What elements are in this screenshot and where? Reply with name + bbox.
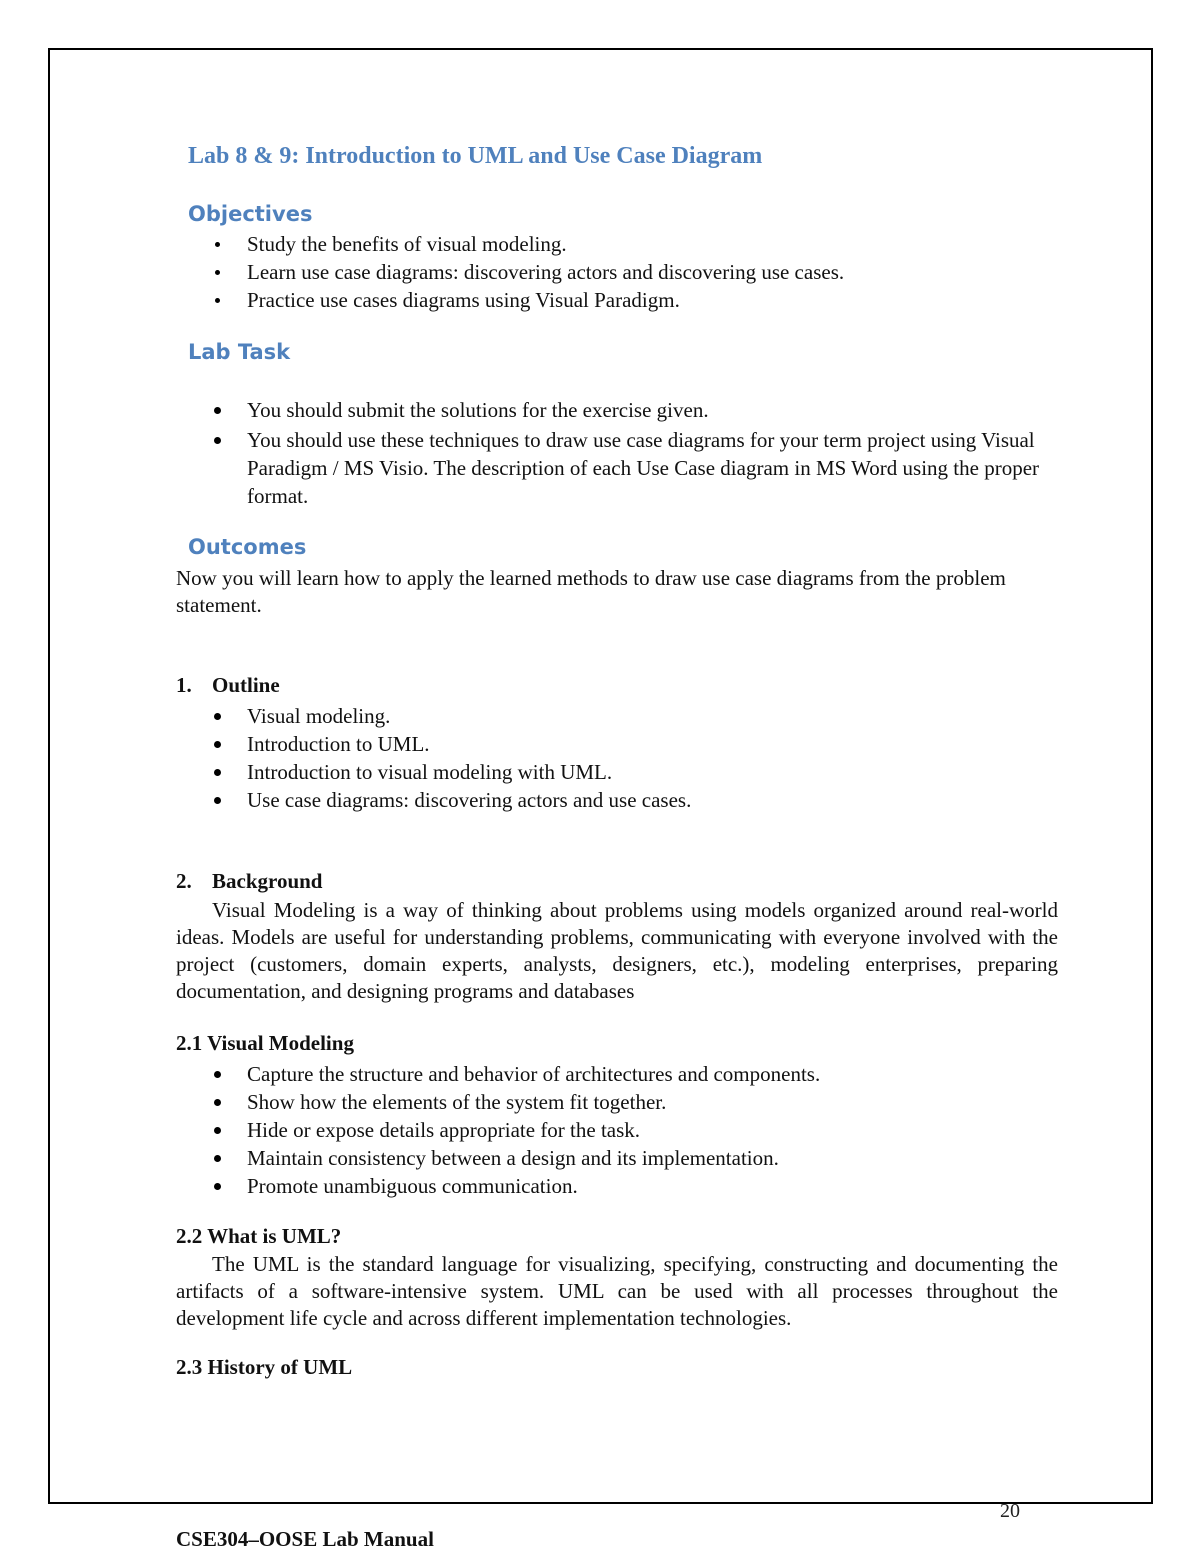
visual-modeling-list [176, 1060, 1058, 1200]
list-item: Visual modeling. [176, 702, 1058, 730]
list-item: Maintain consistency between a design and its implementation. [176, 1144, 1058, 1172]
list-item: Show how the elements of the system fit together. [176, 1088, 1058, 1116]
page-title: Lab 8 & 9: Introduction to UML and Use Case Diagram [188, 143, 763, 169]
footer-text: CSE304–OOSE Lab Manual [176, 1527, 434, 1551]
objectives-list [176, 230, 1058, 314]
lab-task-list [176, 396, 1058, 510]
page-number: 20 [1000, 1500, 1020, 1522]
background-text: Visual Modeling is a way of thinking about problems using models organized around real-world ideas. Models are useful for understanding problems, communicating with everyone involved with the project (customers, domain experts, analysts, designers, etc.), modeling enterprises, preparing documentation, and designing programs and databases [176, 898, 1058, 1003]
what-is-uml-text: The UML is the standard language for visualizing, specifying, constructing and documenting the artifacts of a software-intensive system. UML can be used with all processes throughout the development life cycle and across different implementation technologies. [176, 1252, 1058, 1330]
outline-title: Outline [212, 673, 280, 697]
list-item: Use case diagrams: discovering actors and use cases. [176, 786, 1058, 814]
list-item: Capture the structure and behavior of architectures and components. [176, 1060, 1058, 1088]
visual-modeling-heading: 2.1 Visual Modeling [176, 1031, 354, 1055]
list-item: You should submit the solutions for the exercise given. [176, 396, 1058, 424]
objectives-heading: Objectives [188, 202, 313, 226]
what-is-uml-heading: 2.2 What is UML? [176, 1224, 342, 1248]
outcomes-text: Now you will learn how to apply the learned methods to draw use case diagrams from the problem statement. [176, 566, 1006, 617]
background-title: Background [212, 869, 323, 893]
background-heading [176, 869, 323, 894]
outline-number: 1. [176, 673, 192, 697]
outcomes-heading: Outcomes [188, 535, 307, 559]
list-item: Introduction to visual modeling with UML. [176, 758, 1058, 786]
list-item: Introduction to UML. [176, 730, 1058, 758]
lab-task-heading: Lab Task [188, 340, 291, 364]
history-heading: 2.3 History of UML [176, 1355, 353, 1379]
background-number: 2. [176, 869, 192, 893]
list-item: Learn use case diagrams: discovering actors and discovering use cases. [176, 258, 1058, 286]
list-item: Hide or expose details appropriate for the task. [176, 1116, 1058, 1144]
outline-list [176, 702, 1058, 814]
outline-heading [176, 673, 280, 698]
list-item: Practice use cases diagrams using Visual Paradigm. [176, 286, 1058, 314]
list-item: Study the benefits of visual modeling. [176, 230, 1058, 258]
list-item: You should use these techniques to draw use case diagrams for your term project using Visual Paradigm / MS Visio. The description of each Use Case diagram in MS Word using the proper format. [176, 426, 1047, 510]
list-item: Promote unambiguous communication. [176, 1172, 1058, 1200]
